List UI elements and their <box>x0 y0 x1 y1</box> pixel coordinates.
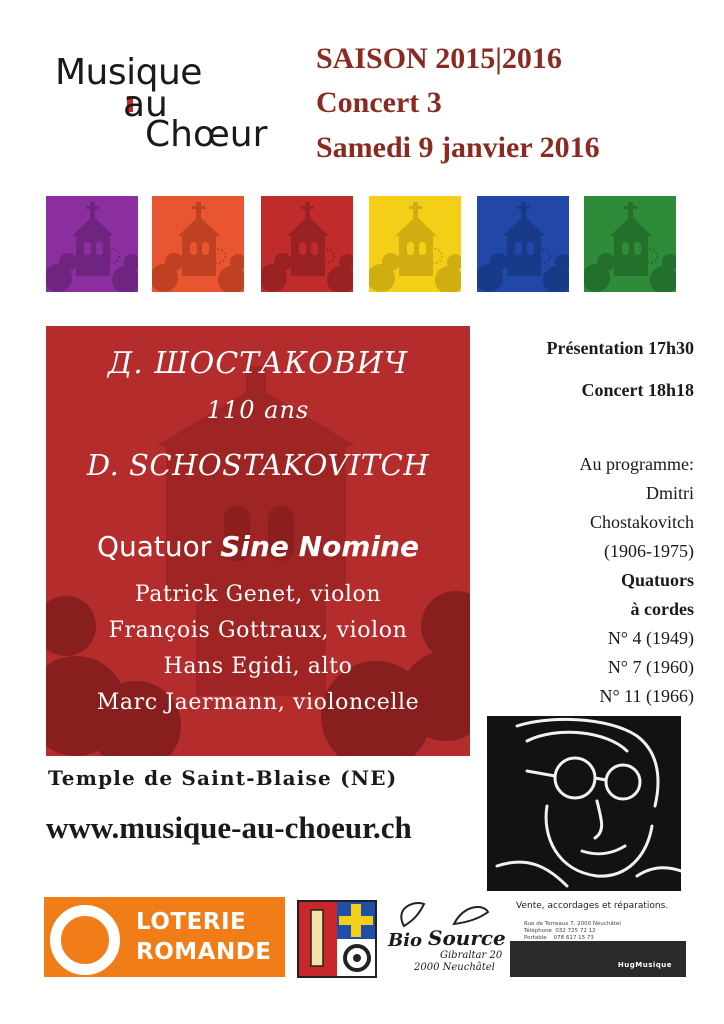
musique-au-choeur-logo <box>55 52 295 162</box>
composer-cyrillic: Д. ШОСТАКОВИЧ <box>107 346 409 381</box>
composer-latin: D. SCHOSTAKOVITCH <box>86 448 430 482</box>
hug-tagline: Vente, accordages et réparations. <box>516 901 669 911</box>
church-icon <box>369 196 461 292</box>
logo-line-3: Chœur <box>145 114 268 155</box>
bio-leaf-icon <box>384 898 504 928</box>
bio-line-1: Bio <box>388 930 423 951</box>
venue: Temple de Saint-Blaise (NE) <box>48 766 398 790</box>
loterie-circle-icon <box>50 905 120 975</box>
season-title: SAISON 2015|2016 <box>316 42 562 75</box>
concert-number: Concert 3 <box>316 86 442 119</box>
work-item: N° 4 (1949) <box>607 628 694 648</box>
loterie-line-2: ROMANDE <box>136 939 272 965</box>
bio-line-3: Gibraltar 20 <box>440 950 503 961</box>
hug-dark-strip <box>510 941 686 977</box>
loterie-line-1: LOTERIE <box>136 909 247 935</box>
member: Patrick Genet, violon <box>134 582 382 607</box>
logo-line-2: au <box>123 84 168 125</box>
member: Marc Jaermann, violoncelle <box>96 690 420 715</box>
member: François Gottraux, violon <box>108 618 408 643</box>
bio-line-4: 2000 Neuchâtel <box>414 962 495 973</box>
church-icon <box>477 196 569 292</box>
church-icon <box>152 196 244 292</box>
portrait-sketch <box>487 716 681 891</box>
works-title-2: à cordes <box>630 599 694 619</box>
logo-line-1: Musique <box>55 52 202 93</box>
program-box <box>46 326 470 756</box>
concert-date: Samedi 9 janvier 2016 <box>316 131 600 164</box>
hug-musique-ad <box>510 895 686 979</box>
hug-address: Rue de Terreaux 7, 2000 Neuchâtel Téléphone 032 725 72 12 Portable 078 617 15 73 <box>524 921 621 941</box>
composer-portrait <box>487 716 681 891</box>
loterie-romande-logo <box>44 897 285 977</box>
commune-crest-icon <box>297 900 377 978</box>
church-square <box>584 196 676 292</box>
concert-time: Concert 18h18 <box>581 380 694 400</box>
church-square <box>46 196 138 292</box>
work-item: N° 11 (1966) <box>599 686 694 706</box>
composer-first-name: Dmitri <box>646 483 694 503</box>
programme-label: Au programme: <box>579 454 694 474</box>
anniversary: 110 ans <box>206 396 310 424</box>
biosource-logo <box>384 898 504 978</box>
church-icon <box>261 196 353 292</box>
quartet-prefix: Quatuor <box>96 530 221 563</box>
church-square <box>261 196 353 292</box>
works-title-1: Quatuors <box>620 570 694 590</box>
website-link[interactable]: www.musique-au-choeur.ch <box>46 810 412 845</box>
quartet-title <box>46 530 470 563</box>
composer-years: (1906-1975) <box>604 541 694 561</box>
presentation-time: Présentation 17h30 <box>546 338 694 358</box>
quartet-name: Sine Nomine <box>220 530 420 563</box>
composer-last-name: Chostakovitch <box>590 512 694 532</box>
work-item: N° 7 (1960) <box>607 657 694 677</box>
bio-line-2: Source <box>428 926 506 950</box>
church-square <box>152 196 244 292</box>
church-square <box>477 196 569 292</box>
church-square <box>369 196 461 292</box>
church-icon <box>584 196 676 292</box>
member: Hans Egidi, alto <box>163 654 353 679</box>
church-icon <box>46 196 138 292</box>
hug-name: HugMusique <box>617 961 672 969</box>
